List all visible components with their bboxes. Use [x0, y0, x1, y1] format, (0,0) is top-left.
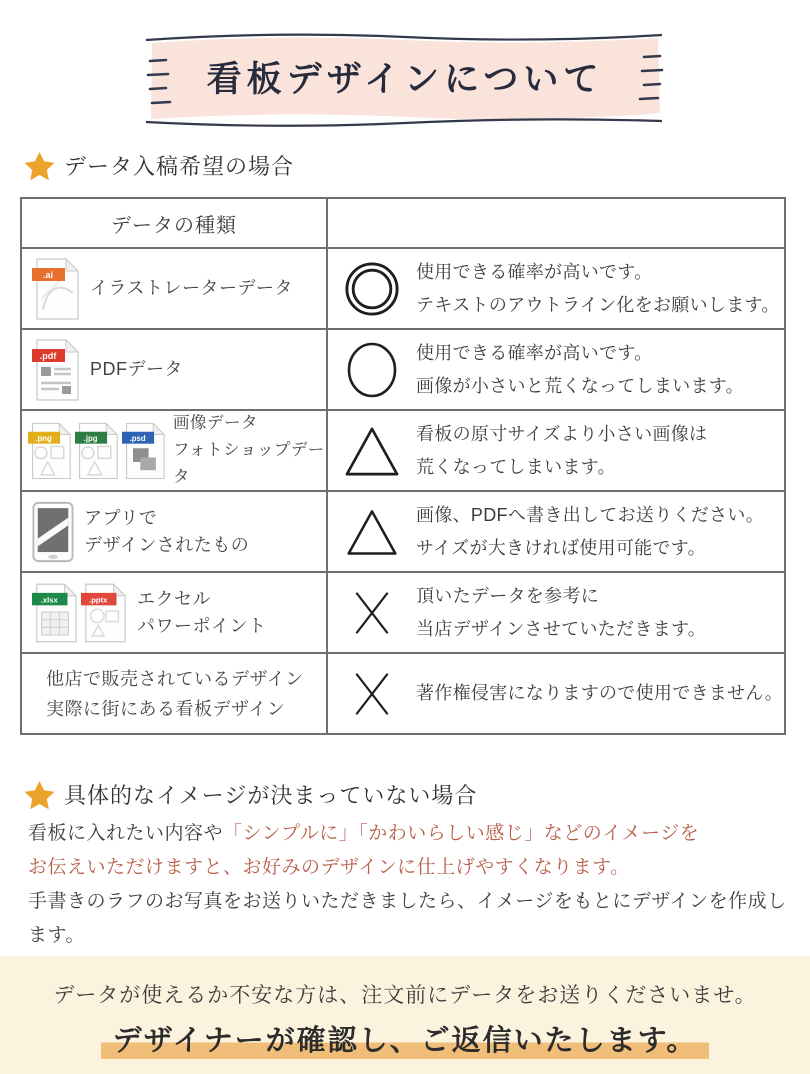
table-header-empty-cell	[328, 199, 784, 247]
format-label: パワーポイント	[137, 615, 267, 636]
section-heading-no-concrete-image	[24, 779, 477, 810]
page-title: 看板デザインについて	[206, 59, 604, 100]
note-line: 著作権侵害になりますので使用できません。	[416, 683, 784, 703]
triangle-symbol	[346, 507, 398, 557]
cross-symbol	[349, 588, 395, 638]
format-label: デザインされたもの	[84, 534, 250, 555]
format-label: イラストレーターデータ	[90, 278, 293, 298]
table-row	[22, 247, 784, 328]
svg-text:.xlsx: .xlsx	[40, 594, 58, 604]
svg-text:.pdf: .pdf	[39, 350, 57, 361]
pdf-file-icon	[32, 339, 80, 401]
section-heading-text: 具体的なイメージが決まっていない場合	[64, 783, 478, 808]
note-line: 画像、PDFへ書き出してお送りください。	[416, 504, 764, 525]
star-icon	[24, 780, 55, 810]
svg-text:.pptx: .pptx	[89, 594, 108, 604]
format-label: アプリで	[84, 507, 158, 528]
table-header-row	[22, 199, 784, 247]
cross-symbol	[349, 669, 395, 719]
format-label: PDFデータ	[90, 359, 183, 379]
table-row	[22, 571, 784, 652]
format-label: 実際に街にある看板デザイン	[46, 698, 286, 719]
format-label: 画像データ	[173, 414, 258, 432]
paragraph-line: 看板に入れたい内容や「シンプルに」「かわいらしい感じ」などのイメージを	[28, 823, 700, 844]
format-label: 他店で販売されているデザイン	[46, 668, 304, 689]
data-format-table	[20, 197, 786, 735]
double-circle-symbol	[344, 261, 400, 317]
note-line: 荒くなってしまいます。	[416, 456, 616, 477]
table-header-cell: データの種類	[22, 199, 328, 247]
xlsx-file-icon	[32, 583, 78, 643]
note-line: 当店デザインさせていただきます。	[416, 618, 707, 639]
note-line: 看板の原寸サイズより小さい画像は	[416, 423, 708, 444]
banner-bottom-wave-line	[146, 119, 662, 125]
smartphone-icon	[32, 501, 74, 563]
note-line: テキストのアウトライン化をお願いします。	[416, 294, 780, 315]
svg-text:.ai: .ai	[42, 269, 54, 280]
paragraph-line: お伝えいただけますと、お好みのデザインに仕上げやすくなります。	[28, 857, 630, 878]
table-row	[22, 328, 784, 409]
jpg-file-icon	[75, 422, 119, 480]
star-icon	[24, 151, 55, 181]
pptx-file-icon	[81, 583, 127, 643]
title-banner	[143, 28, 667, 130]
paragraph-line: 手書きのラフのお写真をお送りいただきましたら、イメージをもとにデザインを作成します。	[28, 891, 787, 946]
section-heading-data-submission	[24, 150, 294, 181]
svg-text:.jpg: .jpg	[83, 433, 98, 443]
format-label: エクセル	[137, 588, 211, 609]
table-row	[22, 409, 784, 490]
table-row	[22, 652, 784, 733]
triangle-symbol	[344, 425, 400, 477]
note-line: 使用できる確率が高いです。	[416, 261, 653, 282]
footer-highlighted-text: デザイナーが確認し、ご返信いたします。	[101, 1018, 710, 1059]
footer-notice-band	[0, 956, 810, 1074]
svg-text:.png: .png	[35, 433, 52, 443]
table-row	[22, 490, 784, 571]
format-label: フォトショップデータ	[173, 441, 325, 486]
ai-file-icon	[32, 258, 80, 320]
section-heading-text: データ入稿希望の場合	[64, 154, 295, 179]
footer-notice-text: データが使えるか不安な方は、注文前にデータをお送りくださいませ。	[53, 984, 757, 1007]
png-file-icon	[28, 422, 72, 480]
psd-file-icon	[122, 422, 166, 480]
note-line: 画像が小さいと荒くなってしまいます。	[416, 375, 744, 396]
circle-symbol	[346, 341, 398, 399]
note-line: 使用できる確率が高いです。	[416, 342, 653, 363]
svg-text:.psd: .psd	[129, 433, 146, 443]
note-line: 頂いたデータを参考に	[416, 585, 599, 606]
note-line: サイズが大きければ使用可能です。	[416, 537, 706, 558]
